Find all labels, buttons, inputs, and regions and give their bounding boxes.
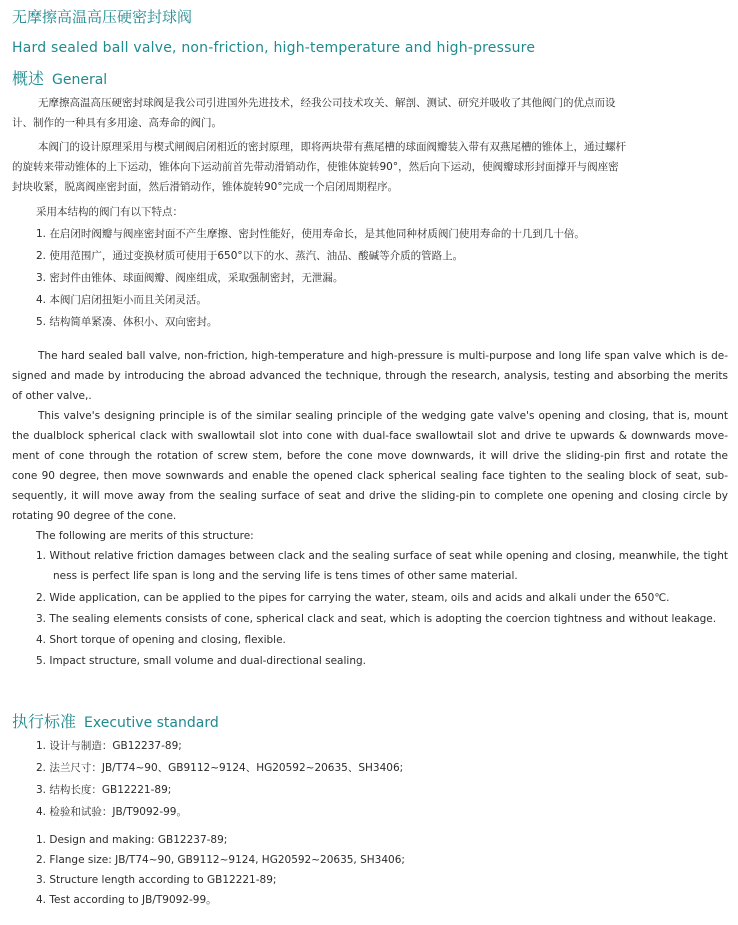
standard-cn-item: 3. 结构长度：GB12221-89; <box>36 784 172 796</box>
en-paragraph-2-line: rotating 90 degree of the cone. <box>12 510 177 522</box>
standard-en-item: 4. Test according to JB/T9092-99。 <box>36 894 217 906</box>
standard-en-item: 3. Structure length according to GB12221-89; <box>36 874 277 886</box>
en-paragraph-2-line: the dualblock spherical clack with swallowtail slot into cone with dual-face swallowtail slot and drive te upwards & downwards move- <box>12 430 728 442</box>
cn-feature-item: 1. 在启闭时阀瓣与阀座密封面不产生摩擦、密封性能好，使用寿命长，是其他同种材质阀门使用寿命的十几到几十倍。 <box>36 228 585 240</box>
standard-cn-item: 4. 检验和试验：JB/T9092-99。 <box>36 806 187 818</box>
section-general-heading-en: General <box>52 72 108 88</box>
en-features <box>12 526 728 671</box>
standard-en-item: 2. Flange size: JB/T74~90, GB9112~9124, HG20592~20635, SH3406; <box>36 854 405 866</box>
en-feature-item: 5. Impact structure, small volume and dual-directional sealing. <box>36 655 366 667</box>
en-paragraph-2-line: sequently, it will move away from the sealing surface of seat and drive the sliding-pin to complete one opening and closing circle by <box>12 490 728 502</box>
standard-en-list <box>12 830 728 910</box>
cn-paragraph-2-line: 本阀门的设计原理采用与楔式闸阀启闭相近的密封原理，即将两块带有燕尾槽的球面阀瓣装入带有双燕尾槽的锥体上，通过螺杆 <box>38 141 626 153</box>
title-chinese: 无摩擦高温高压硬密封球阀 <box>12 8 193 26</box>
en-paragraph-2 <box>12 406 728 526</box>
standard-cn-item: 2. 法兰尺寸：JB/T74~90、GB9112~9124、HG20592~20635、SH3406; <box>36 762 404 774</box>
cn-paragraph-1 <box>12 93 728 133</box>
title-english: Hard sealed ball valve, non-friction, high-temperature and high-pressure <box>12 40 536 56</box>
en-feature-item-line: ness is perfect life span is long and the serving life is tens times of other same material. <box>53 570 518 582</box>
section-standard-heading <box>12 709 219 732</box>
en-paragraph-2-line: This valve's designing principle is of the similar sealing principle of the wedging gate valve's opening and closing, that is, mount <box>38 410 728 422</box>
en-paragraph-1-line: signed and made by introducing the abroad advanced the technique, through the research, analysis, testing and absorbing the merits <box>12 370 728 382</box>
en-paragraph-1-line: The hard sealed ball valve, non-friction, high-temperature and high-pressure is multi-purpose and long life span valve which is de- <box>38 350 728 362</box>
cn-feature-item: 2. 使用范围广，通过变换材质可使用于650°以下的水、蒸汽、油品、酸碱等介质的管路上。 <box>36 250 464 262</box>
cn-paragraph-2-line: 的旋转来带动锥体的上下运动，锥体向下运动前首先带动滑销动作，使锥体旋转90°，然后向下运动，使阀瓣球形封面撑开与阀座密 <box>12 161 619 173</box>
section-standard-heading-cn: 执行标准 <box>12 712 77 731</box>
cn-paragraph-1-line: 计、制作的一种具有多用途、高寿命的阀门。 <box>12 117 222 129</box>
cn-feature-item: 4. 本阀门启闭扭矩小而且关闭灵活。 <box>36 294 207 306</box>
cn-features-intro: 采用本结构的阀门有以下特点： <box>36 206 183 218</box>
section-standard-heading-en: Executive standard <box>84 715 219 731</box>
cn-paragraph-1-line: 无摩擦高温高压硬密封球阀是我公司引进国外先进技术，经我公司技术攻关、解剖、测试、研究并吸收了其他阀门的优点而设 <box>38 97 616 109</box>
section-general-heading <box>12 66 107 89</box>
cn-paragraph-2-line: 封块收紧，脱离阀座密封面，然后滑销动作，锥体旋转90°完成一个启闭周期程序。 <box>12 181 399 193</box>
standard-cn-list <box>12 735 728 823</box>
en-paragraph-1 <box>12 346 728 406</box>
standard-cn-item: 1. 设计与制造：GB12237-89; <box>36 740 182 752</box>
cn-feature-item: 3. 密封件由锥体、球面阀瓣、阀座组成，采取强制密封，无泄漏。 <box>36 272 344 284</box>
en-feature-item <box>12 546 728 586</box>
en-features-intro: The following are merits of this structure: <box>36 530 254 542</box>
en-paragraph-2-line: ment of cone through the rotation of screw stem, before the cone move downwards, it will drive the sliding-pin first and rotate the <box>12 450 728 462</box>
en-feature-item-line: 1. Without relative friction damages between clack and the sealing surface of seat while opening and closing, meanwhile, the tight <box>36 550 728 562</box>
cn-paragraph-2 <box>12 137 728 197</box>
en-paragraph-1-line: of other valve,. <box>12 390 92 402</box>
en-feature-item: 2. Wide application, can be applied to the pipes for carrying the water, steam, oils and acids and alkali under the 650℃. <box>36 592 670 604</box>
section-general-heading-cn: 概述 <box>12 69 45 88</box>
en-feature-item: 3. The sealing elements consists of cone, spherical clack and seat, which is adopting the coercion tightness and without leakage. <box>36 613 717 625</box>
en-feature-item: 4. Short torque of opening and closing, flexible. <box>36 634 286 646</box>
standard-en-item: 1. Design and making: GB12237-89; <box>36 834 228 846</box>
en-paragraph-2-line: cone 90 degree, then move sownwards and enable the opened clack spherical sealing face tighten to the sealing block of seat, sub- <box>12 470 728 482</box>
cn-features <box>12 202 728 332</box>
cn-feature-item: 5. 结构简单紧凑、体积小、双向密封。 <box>36 316 218 328</box>
